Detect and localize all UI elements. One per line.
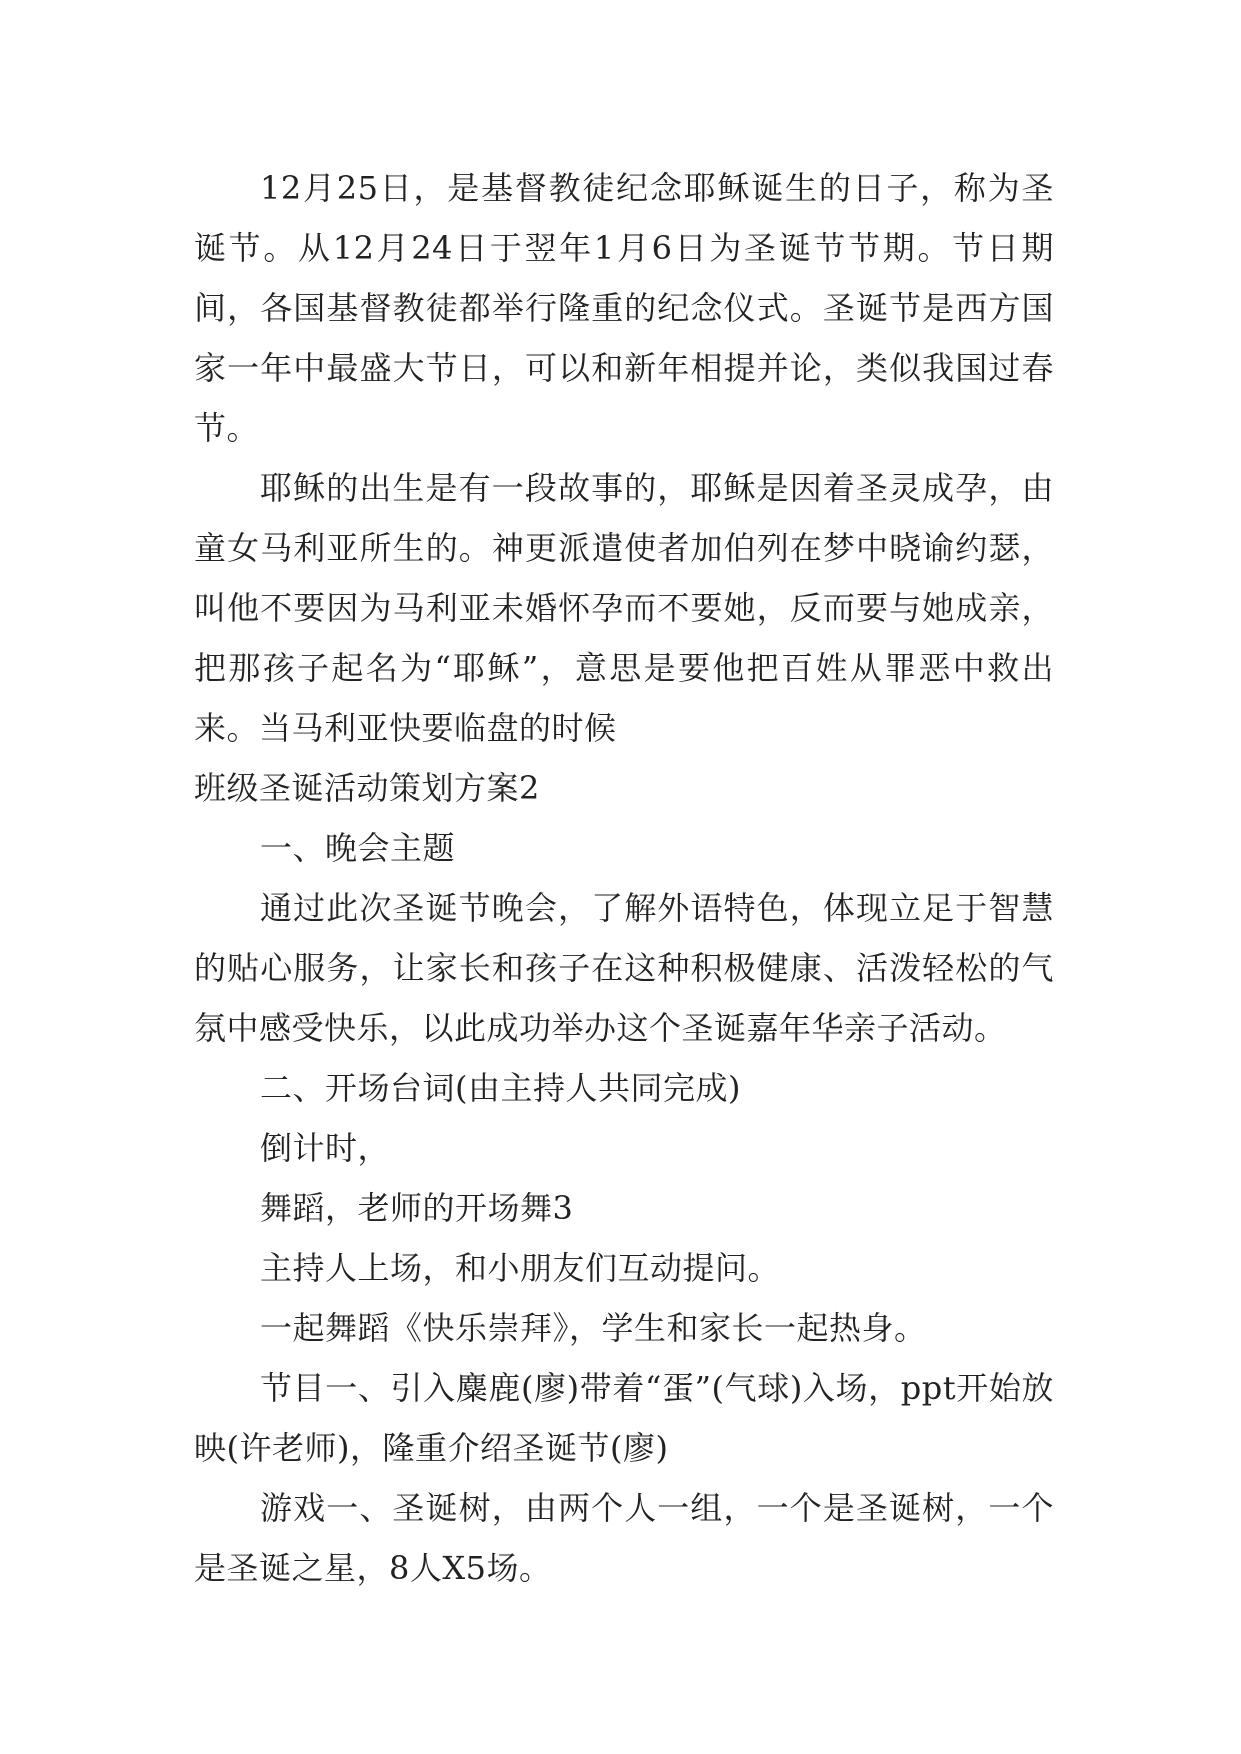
item-opening-dance: 舞蹈，老师的开场舞3: [260, 1189, 574, 1227]
item-program-one: 节目一、引入麋鹿(廖)带着“蛋”(气球)入场，ppt开始放映(许老师)，隆重介绍圣诞节(廖): [194, 1369, 1054, 1467]
paragraph-jesus-birth-story: 耶稣的出生是有一段故事的，耶稣是因着圣灵成孕，由童女马利亚所生的。神更派遣使者加伯列在梦中晓谕约瑟，叫他不要因为马利亚未婚怀孕而不要她，反而要与她成亲，把那孩子起名为“耶稣”，意思是要他把百姓从罪恶中救出来。当马利亚快要临盘的时候: [194, 469, 1054, 747]
item-countdown: 倒计时，: [260, 1129, 391, 1167]
heading-opening-lines: 二、开场台词(由主持人共同完成): [260, 1069, 741, 1107]
heading-party-theme: 一、晚会主题: [260, 829, 456, 867]
document-body: [194, 158, 1054, 1598]
item-game-one: 游戏一、圣诞树，由两个人一组，一个是圣诞树，一个是圣诞之星，8人X5场。: [194, 1489, 1054, 1587]
item-group-dance: 一起舞蹈《快乐崇拜》，学生和家长一起热身。: [260, 1309, 927, 1347]
item-host-interaction: 主持人上场，和小朋友们互动提问。: [260, 1249, 781, 1287]
paragraph-christmas-intro: 12月25日，是基督教徒纪念耶稣诞生的日子，称为圣诞节。从12月24日于翌年1月6日为圣诞节节期。节日期间，各国基督教徒都举行隆重的纪念仪式。圣诞节是西方国家一年中最盛大节日，可以和新年相提并论，类似我国过春节。: [194, 169, 1054, 447]
section-title-plan-2: 班级圣诞活动策划方案2: [194, 769, 540, 807]
paragraph-party-theme: 通过此次圣诞节晚会，了解外语特色，体现立足于智慧的贴心服务，让家长和孩子在这种积极健康、活泼轻松的气氛中感受快乐，以此成功举办这个圣诞嘉年华亲子活动。: [194, 889, 1054, 1047]
